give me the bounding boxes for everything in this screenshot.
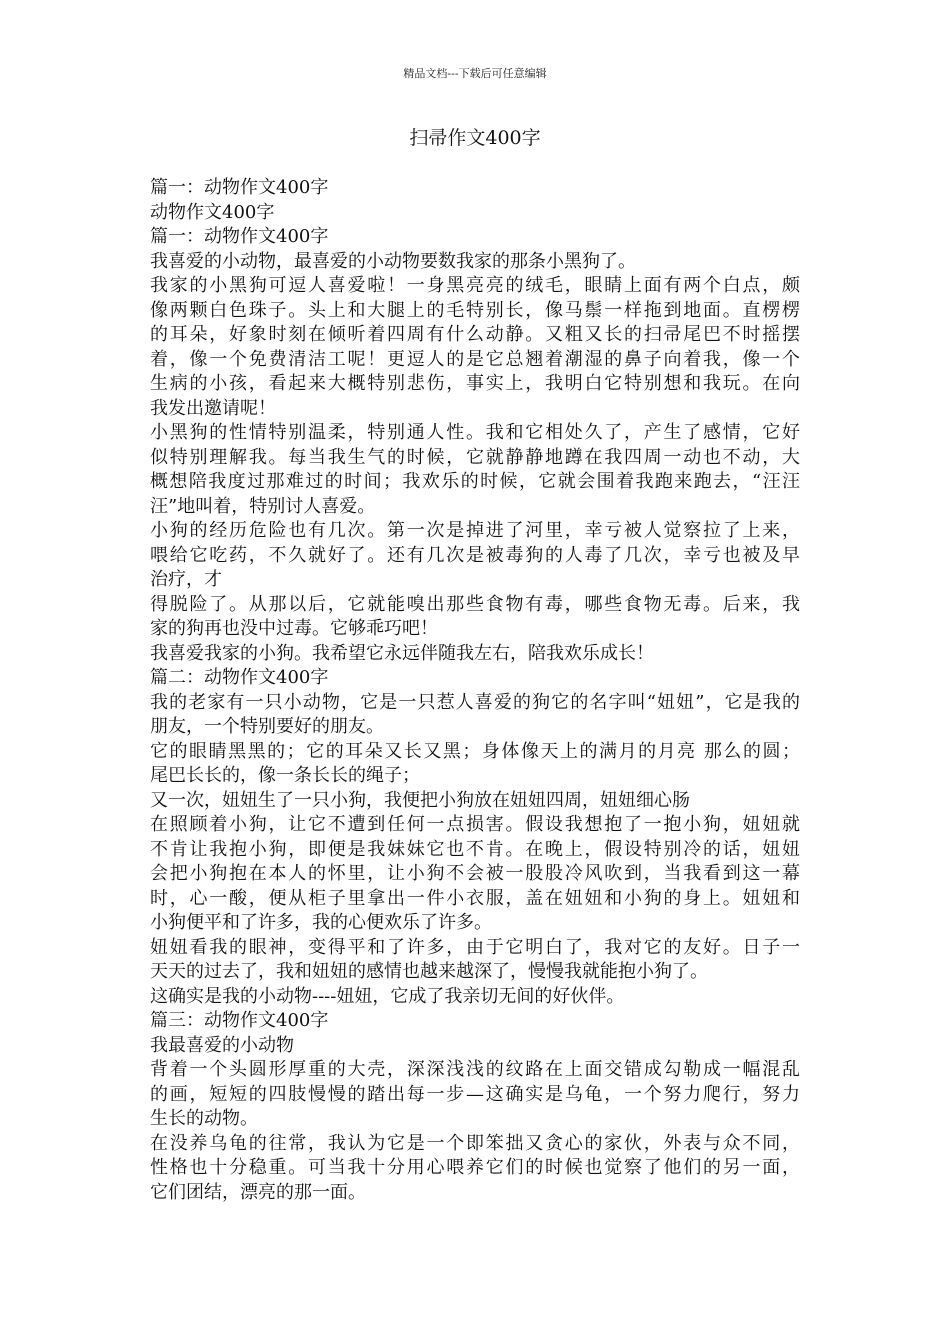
text-line: 它的眼睛黑黑的；它的耳朵又长又黑；身体像天上的满月的月亮 那么的圆； (150, 740, 800, 762)
text-line: 天天的过去了，我和妞妞的感情也越来越深了，慢慢我就能抱小狗了。 (150, 961, 708, 982)
text-line: 小狗的经历危险也有几次。第一次是掉进了河里，幸亏被人觉察拉了上来， (150, 520, 800, 541)
text-line: 汪”地叫着，特别讨人喜爱。 (150, 495, 376, 517)
text-line: 似特别理解我。每当我生气的时候，它就静静地蹲在我四周一动也不动，大 (150, 446, 800, 468)
text-line: 篇一：动物作文400字 (150, 226, 329, 247)
text-line: 的画，短短的四肢慢慢的踏出每一步—这确实是乌龟，一个努力爬行，努力 (150, 1083, 800, 1105)
text-line: 妞妞看我的眼神，变得平和了许多，由于它明白了，我对它的友好。日子一 (150, 936, 800, 958)
text-line: 的耳朵，好象时刻在倾听着四周有什么动静。又粗又长的扫帚尾巴不时摇摆 (150, 324, 800, 345)
page-header: 精品文档---下载后可任意编辑 (403, 67, 547, 80)
text-line: 背着一个头圆形厚重的大壳，深深浅浅的纹路在上面交错成勾勒成一幅混乱 (150, 1059, 800, 1080)
text-line: 喂给它吃药，不久就好了。还有几次是被毒狗的人毒了几次，幸亏也被及早 (150, 544, 800, 566)
text-line: 性格也十分稳重。可当我十分用心喂养它们的时候也觉察了他们的另一面， (150, 1157, 800, 1178)
text-line: 我家的小黑狗可逗人喜爱啦！一身黑亮亮的绒毛，眼睛上面有两个白点，颇 (150, 275, 800, 296)
text-line: 它们团结，漂亮的那一面。 (150, 1181, 366, 1203)
text-line: 动物作文400字 (150, 201, 275, 223)
text-line: 概想陪我度过那难过的时间；我欢乐的时候，它就会围着我跑来跑去，“汪汪 (150, 471, 800, 492)
text-line: 这确实是我的小动物----妞妞，它成了我亲切无间的好伙伴。 (150, 985, 625, 1007)
text-line: 又一次，妞妞生了一只小狗，我便把小狗放在妞妞四周，妞妞细心肠 (150, 789, 690, 811)
text-line: 我喜爱的小动物，最喜爱的小动物要数我家的那条小黑狗了。 (150, 250, 636, 272)
text-line: 生长的动物。 (150, 1108, 258, 1129)
text-line: 我喜爱我家的小狗。我希望它永远伴随我左右，陪我欢乐成长！ (150, 642, 654, 664)
text-line: 家的狗再也没中过毒。它够乖巧吧！ (150, 618, 438, 639)
text-line: 着，像一个免费清洁工呢！更逗人的是它总翘着潮湿的鼻子向着我，像一个 (150, 348, 800, 370)
text-line: 得脱险了。从那以后，它就能嗅出那些食物有毒，哪些食物无毒。后来，我 (150, 593, 800, 615)
text-line: 在照顾着小狗，让它不遭到任何一点损害。假设我想抱了一抱小狗，妞妞就 (150, 814, 800, 835)
text-line: 生病的小孩，看起来大概特别悲伤，事实上，我明白它特别想和我玩。在向 (150, 373, 800, 394)
text-line: 尾巴长长的，像一条长长的绳子； (150, 765, 420, 786)
document-title: 扫帚作文400字 (409, 127, 541, 149)
text-line: 朋友，一个特别要好的朋友。 (150, 716, 384, 737)
text-line: 像两颗白色珠子。头上和大腿上的毛特别长，像马鬃一样拖到地面。直楞楞 (150, 299, 800, 321)
text-line: 会把小狗抱在本人的怀里，让小狗不会被一股股冷风吹到，当我看到这一幕 (150, 863, 800, 884)
text-line: 时，心一酸，便从柜子里拿出一件小衣服，盖在妞妞和小狗的身上。妞妞和 (150, 887, 800, 909)
text-line: 篇三：动物作文400字 (150, 1010, 329, 1031)
text-line: 篇一：动物作文400字 (150, 177, 329, 198)
text-line: 我的老家有一只小动物，它是一只惹人喜爱的狗它的名字叫“妞妞”，它是我的 (150, 691, 800, 713)
text-line: 我最喜爱的小动物 (150, 1034, 294, 1056)
text-line: 小狗便平和了许多，我的心便欢乐了许多。 (150, 912, 492, 933)
text-line: 我发出邀请呢！ (150, 397, 276, 419)
text-line: 在没养乌龟的往常，我认为它是一个即笨拙又贪心的家伙，外表与众不同， (150, 1132, 800, 1154)
text-line: 篇二：动物作文400字 (150, 667, 329, 688)
document-body (150, 176, 800, 1205)
text-line: 小黑狗的性情特别温柔，特别通人性。我和它相处久了，产生了感情，它好 (150, 422, 800, 443)
text-line: 治疗，才 (150, 569, 222, 590)
text-line: 不肯让我抱小狗，即便是我妹妹它也不肯。在晚上，假设特别冷的话，妞妞 (150, 838, 800, 860)
